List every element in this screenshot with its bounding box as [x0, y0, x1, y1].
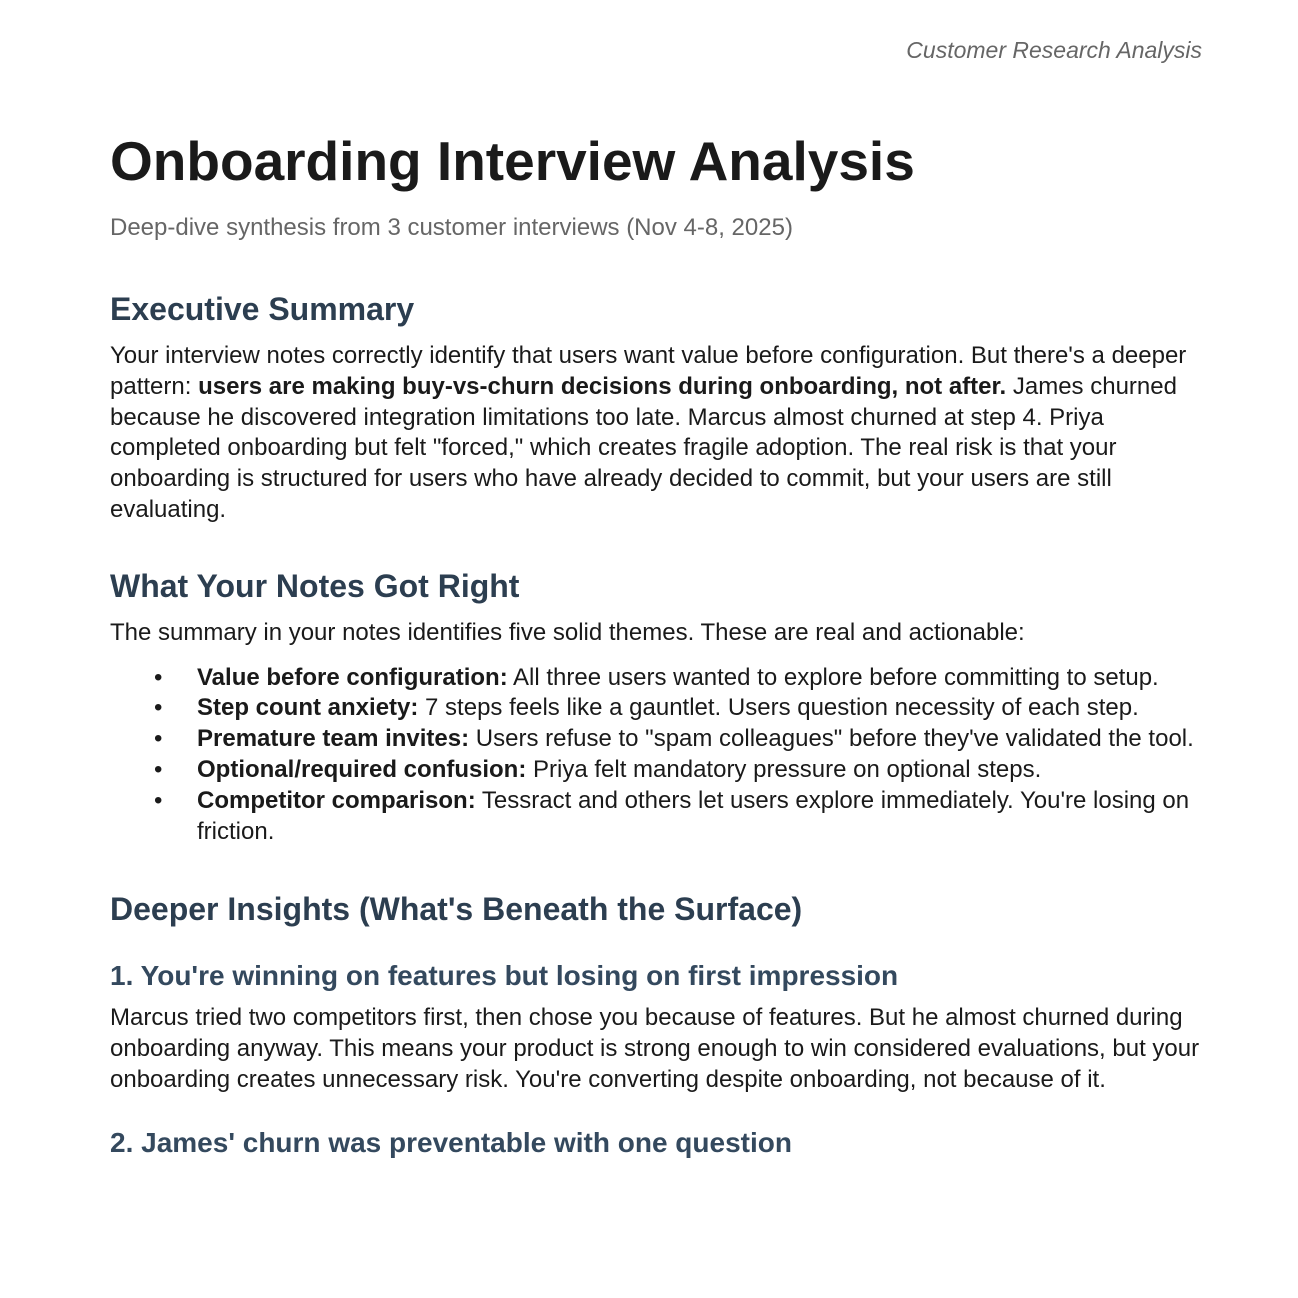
summary-text-after: James churned because he discovered integration limitations too late. Marcus almost churned at step 4. Priya completed onboarding but felt "forced," which creates fragile adoption. The real risk is that your onboarding is structured for users who have already decided to commit, but your users are still evaluating. [110, 372, 1177, 523]
deeper-insights-heading: Deeper Insights (What's Beneath the Surface) [110, 891, 803, 928]
list-item-text: Users refuse to "spam colleagues" before they've validated the tool. [469, 725, 1194, 753]
notes-right-heading: What Your Notes Got Right [110, 567, 520, 604]
list-item-text: 7 steps feels like a gauntlet. Users question necessity of each step. [418, 694, 1139, 722]
executive-summary-heading: Executive Summary [110, 291, 415, 327]
themes-list [110, 663, 1208, 848]
list-item [154, 755, 1208, 786]
insight-heading: 1. You're winning on features but losing on first impression [110, 960, 899, 992]
list-item-label: Optional/required confusion: [197, 755, 527, 783]
document-content [110, 125, 1208, 1160]
insight-paragraph: Marcus tried two competitors first, then chose you because of features. But he almost churned during onboarding anyway. This means your product is strong enough to win considered evaluations, but your onboarding creates unnecessary risk. You're converting despite onboarding, not because of it. [110, 1004, 1200, 1093]
list-item [154, 724, 1208, 755]
deeper-insights-section [110, 889, 1208, 1159]
list-item-label: Step count anxiety: [197, 694, 419, 722]
running-header: Customer Research Analysis [906, 37, 1202, 63]
bullet-icon: • [154, 725, 163, 753]
bullet-icon: • [154, 663, 163, 691]
page-subtitle: Deep-dive synthesis from 3 customer interviews (Nov 4-8, 2025) [110, 214, 793, 241]
list-item-text: Tessract and others let users explore immediately. You're losing on friction. [197, 786, 1190, 845]
insight-heading: 2. James' churn was preventable with one question [110, 1126, 792, 1158]
executive-summary-paragraph [110, 341, 1208, 526]
bullet-icon: • [154, 755, 163, 783]
notes-right-intro: The summary in your notes identifies five solid themes. These are real and actionable: [110, 618, 1025, 646]
executive-summary-section [110, 289, 1208, 526]
list-item [154, 663, 1208, 694]
list-item-label: Competitor comparison: [197, 786, 476, 814]
summary-bold-text: users are making buy-vs-churn decisions during onboarding, not after. [198, 372, 1007, 400]
list-item-text: All three users wanted to explore before committing to setup. [507, 663, 1159, 691]
page-title: Onboarding Interview Analysis [110, 130, 915, 192]
bullet-icon: • [154, 694, 163, 722]
notes-right-section [110, 566, 1208, 848]
list-item-text: Priya felt mandatory pressure on optional steps. [526, 755, 1042, 783]
summary-text-before: Your interview notes correctly identify that users want value before configuration. But there's a deeper pattern: [110, 342, 1187, 400]
list-item-label: Premature team invites: [197, 725, 470, 753]
list-item-label: Value before configuration: [197, 663, 508, 691]
list-item [154, 786, 1208, 848]
list-item [154, 693, 1208, 724]
bullet-icon: • [154, 786, 163, 814]
